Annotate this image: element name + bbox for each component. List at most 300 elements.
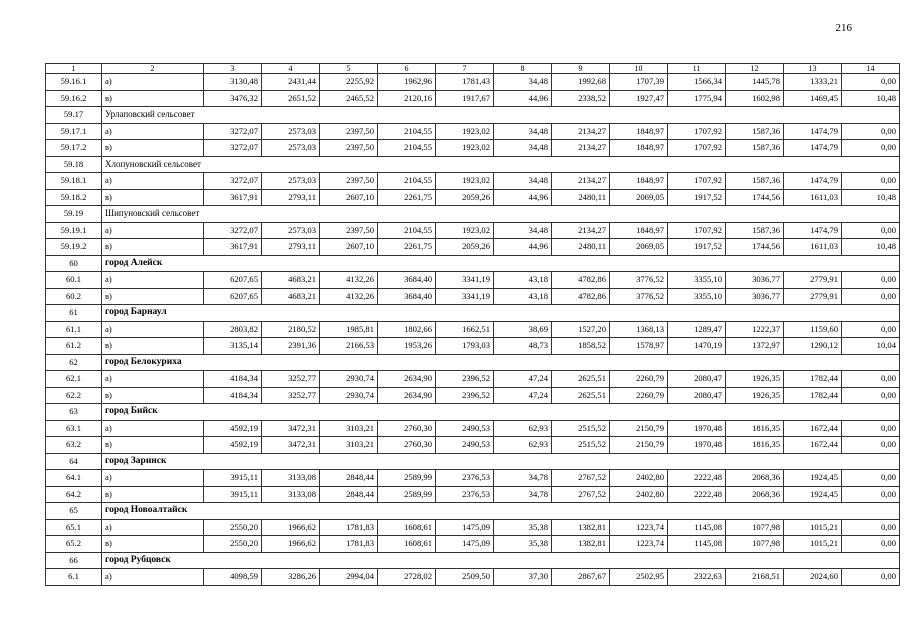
value-cell: 2134,27 — [552, 222, 610, 239]
table-row — [46, 173, 900, 190]
row-variant: а) — [102, 74, 204, 91]
value-cell: 1802,66 — [378, 321, 436, 338]
value-cell: 2069,05 — [610, 189, 668, 206]
value-cell: 2261,75 — [378, 239, 436, 256]
value-cell: 2994,04 — [320, 569, 378, 586]
value-cell: 1707,92 — [668, 140, 726, 157]
value-cell: 2396,52 — [436, 387, 494, 404]
value-cell: 2625,51 — [552, 371, 610, 388]
value-cell: 37,30 — [494, 569, 552, 586]
value-cell: 2376,53 — [436, 486, 494, 503]
value-cell: 2930,74 — [320, 371, 378, 388]
value-cell: 1707,92 — [668, 173, 726, 190]
column-header: 11 — [668, 64, 726, 74]
row-code: 60.2 — [46, 288, 102, 305]
value-cell: 2134,27 — [552, 173, 610, 190]
value-cell: 3617,91 — [204, 239, 262, 256]
subsection-title: Хлопуновский сельсовет — [102, 156, 900, 173]
value-cell: 2255,92 — [320, 74, 378, 91]
row-code: 65.1 — [46, 519, 102, 536]
value-cell: 2150,79 — [610, 420, 668, 437]
value-cell: 1578,97 — [610, 338, 668, 355]
table-row — [46, 536, 900, 553]
section-title: город Рубцовск — [102, 552, 900, 569]
row-variant: а) — [102, 321, 204, 338]
value-cell: 3036,77 — [726, 288, 784, 305]
section-title: город Белокуриха — [102, 354, 900, 371]
row-code: 61.1 — [46, 321, 102, 338]
column-header: 8 — [494, 64, 552, 74]
value-cell: 2607,10 — [320, 189, 378, 206]
section-title: город Алейск — [102, 255, 900, 272]
value-cell: 2059,26 — [436, 189, 494, 206]
value-cell: 0,00 — [842, 74, 900, 91]
value-cell: 2930,74 — [320, 387, 378, 404]
table-body — [46, 64, 900, 586]
row-code: 59.18.2 — [46, 189, 102, 206]
value-cell: 1159,60 — [784, 321, 842, 338]
row-code: 63.2 — [46, 437, 102, 454]
row-code: 62.2 — [46, 387, 102, 404]
value-cell: 3252,77 — [262, 371, 320, 388]
value-cell: 1470,19 — [668, 338, 726, 355]
value-cell: 2651,52 — [262, 90, 320, 107]
value-cell: 4184,34 — [204, 387, 262, 404]
value-cell: 2402,80 — [610, 486, 668, 503]
value-cell: 2397,50 — [320, 140, 378, 157]
value-cell: 1917,67 — [436, 90, 494, 107]
value-cell: 1926,35 — [726, 387, 784, 404]
value-cell: 3103,21 — [320, 420, 378, 437]
section-header-row — [46, 404, 900, 421]
value-cell: 0,00 — [842, 173, 900, 190]
row-variant: а) — [102, 371, 204, 388]
value-cell: 62,93 — [494, 420, 552, 437]
value-cell: 1744,56 — [726, 239, 784, 256]
table-row — [46, 486, 900, 503]
value-cell: 10,48 — [842, 239, 900, 256]
row-variant: а) — [102, 123, 204, 140]
value-cell: 1015,21 — [784, 536, 842, 553]
value-cell: 1781,43 — [436, 74, 494, 91]
value-cell: 1587,36 — [726, 222, 784, 239]
value-cell: 1602,98 — [726, 90, 784, 107]
value-cell: 0,00 — [842, 321, 900, 338]
value-cell: 2573,03 — [262, 140, 320, 157]
value-cell: 1923,02 — [436, 140, 494, 157]
value-cell: 3355,10 — [668, 272, 726, 289]
value-cell: 1923,02 — [436, 222, 494, 239]
value-cell: 1587,36 — [726, 173, 784, 190]
value-cell: 1707,39 — [610, 74, 668, 91]
row-variant: а) — [102, 272, 204, 289]
value-cell: 4098,59 — [204, 569, 262, 586]
value-cell: 2490,53 — [436, 420, 494, 437]
value-cell: 3252,77 — [262, 387, 320, 404]
row-variant: в) — [102, 486, 204, 503]
row-code: 59.17 — [46, 107, 102, 124]
value-cell: 1917,52 — [668, 189, 726, 206]
value-cell: 1672,44 — [784, 437, 842, 454]
value-cell: 1848,97 — [610, 222, 668, 239]
value-cell: 1707,92 — [668, 222, 726, 239]
value-cell: 2376,53 — [436, 470, 494, 487]
column-header: 2 — [102, 64, 204, 74]
value-cell: 6207,65 — [204, 272, 262, 289]
value-cell: 3776,52 — [610, 288, 668, 305]
value-cell: 2573,03 — [262, 173, 320, 190]
value-cell: 3476,32 — [204, 90, 262, 107]
table-row — [46, 140, 900, 157]
value-cell: 43,18 — [494, 272, 552, 289]
value-cell: 2573,03 — [262, 222, 320, 239]
value-cell: 3341,19 — [436, 288, 494, 305]
value-cell: 1223,74 — [610, 536, 668, 553]
value-cell: 1927,47 — [610, 90, 668, 107]
value-cell: 2515,52 — [552, 437, 610, 454]
value-cell: 3036,77 — [726, 272, 784, 289]
table-row — [46, 222, 900, 239]
column-header: 12 — [726, 64, 784, 74]
value-cell: 4184,34 — [204, 371, 262, 388]
value-cell: 1587,36 — [726, 140, 784, 157]
value-cell: 3355,10 — [668, 288, 726, 305]
value-cell: 2069,05 — [610, 239, 668, 256]
value-cell: 1475,09 — [436, 536, 494, 553]
value-cell: 3915,11 — [204, 470, 262, 487]
value-cell: 1924,45 — [784, 486, 842, 503]
value-cell: 1077,98 — [726, 519, 784, 536]
value-cell: 1962,96 — [378, 74, 436, 91]
value-cell: 4592,19 — [204, 437, 262, 454]
value-cell: 0,00 — [842, 420, 900, 437]
row-variant: а) — [102, 519, 204, 536]
value-cell: 2120,16 — [378, 90, 436, 107]
value-cell: 1289,47 — [668, 321, 726, 338]
value-cell: 34,48 — [494, 173, 552, 190]
value-cell: 0,00 — [842, 123, 900, 140]
column-header: 1 — [46, 64, 102, 74]
value-cell: 34,48 — [494, 140, 552, 157]
row-code: 66 — [46, 552, 102, 569]
table-row — [46, 387, 900, 404]
value-cell: 4592,19 — [204, 420, 262, 437]
value-cell: 1608,61 — [378, 519, 436, 536]
value-cell: 1662,51 — [436, 321, 494, 338]
row-code: 62 — [46, 354, 102, 371]
value-cell: 1985,81 — [320, 321, 378, 338]
value-cell: 44,96 — [494, 90, 552, 107]
table-row — [46, 519, 900, 536]
section-title: город Бийск — [102, 404, 900, 421]
value-cell: 3286,26 — [262, 569, 320, 586]
row-code: 64.2 — [46, 486, 102, 503]
row-variant: в) — [102, 437, 204, 454]
row-code: 65.2 — [46, 536, 102, 553]
value-cell: 2024,60 — [784, 569, 842, 586]
value-cell: 1782,44 — [784, 387, 842, 404]
section-header-row — [46, 503, 900, 520]
value-cell: 3272,07 — [204, 222, 262, 239]
value-cell: 1924,45 — [784, 470, 842, 487]
value-cell: 1970,48 — [668, 437, 726, 454]
value-cell: 1744,56 — [726, 189, 784, 206]
value-cell: 4683,21 — [262, 272, 320, 289]
value-cell: 1672,44 — [784, 420, 842, 437]
value-cell: 2134,27 — [552, 140, 610, 157]
table-row — [46, 338, 900, 355]
value-cell: 1923,02 — [436, 173, 494, 190]
value-cell: 2490,53 — [436, 437, 494, 454]
value-cell: 3341,19 — [436, 272, 494, 289]
value-cell: 3776,52 — [610, 272, 668, 289]
value-cell: 2867,67 — [552, 569, 610, 586]
value-cell: 2480,11 — [552, 239, 610, 256]
value-cell: 2222,48 — [668, 470, 726, 487]
value-cell: 2550,20 — [204, 536, 262, 553]
value-cell: 2848,44 — [320, 486, 378, 503]
row-variant: а) — [102, 222, 204, 239]
value-cell: 2480,11 — [552, 189, 610, 206]
value-cell: 2168,51 — [726, 569, 784, 586]
value-cell: 2465,52 — [320, 90, 378, 107]
value-cell: 2104,55 — [378, 123, 436, 140]
value-cell: 1858,52 — [552, 338, 610, 355]
value-cell: 34,78 — [494, 486, 552, 503]
value-cell: 1781,83 — [320, 536, 378, 553]
row-code: 59.16.2 — [46, 90, 102, 107]
value-cell: 2104,55 — [378, 140, 436, 157]
column-header: 5 — [320, 64, 378, 74]
table-row — [46, 470, 900, 487]
value-cell: 0,00 — [842, 536, 900, 553]
value-cell: 2068,36 — [726, 486, 784, 503]
value-cell: 1970,48 — [668, 420, 726, 437]
value-cell: 3272,07 — [204, 123, 262, 140]
value-cell: 35,38 — [494, 536, 552, 553]
value-cell: 2134,27 — [552, 123, 610, 140]
value-cell: 1611,03 — [784, 239, 842, 256]
value-cell: 2222,48 — [668, 486, 726, 503]
row-code: 64 — [46, 453, 102, 470]
value-cell: 2150,79 — [610, 437, 668, 454]
value-cell: 1222,37 — [726, 321, 784, 338]
value-cell: 1368,13 — [610, 321, 668, 338]
value-cell: 6207,65 — [204, 288, 262, 305]
value-cell: 1474,79 — [784, 140, 842, 157]
value-cell: 1469,45 — [784, 90, 842, 107]
section-title: город Заринск — [102, 453, 900, 470]
row-variant: в) — [102, 140, 204, 157]
column-header: 7 — [436, 64, 494, 74]
column-header: 14 — [842, 64, 900, 74]
section-title: город Новоалтайск — [102, 503, 900, 520]
value-cell: 0,00 — [842, 222, 900, 239]
value-cell: 1917,52 — [668, 239, 726, 256]
value-cell: 2338,52 — [552, 90, 610, 107]
table-row — [46, 74, 900, 91]
value-cell: 2793,11 — [262, 189, 320, 206]
column-header: 6 — [378, 64, 436, 74]
value-cell: 1474,79 — [784, 222, 842, 239]
table-row — [46, 437, 900, 454]
value-cell: 2104,55 — [378, 222, 436, 239]
value-cell: 2322,63 — [668, 569, 726, 586]
row-code: 63 — [46, 404, 102, 421]
value-cell: 0,00 — [842, 272, 900, 289]
value-cell: 0,00 — [842, 288, 900, 305]
row-code: 59.19.2 — [46, 239, 102, 256]
section-header-row — [46, 305, 900, 322]
value-cell: 3915,11 — [204, 486, 262, 503]
table-row — [46, 90, 900, 107]
value-cell: 1816,35 — [726, 437, 784, 454]
value-cell: 2059,26 — [436, 239, 494, 256]
row-code: 60.1 — [46, 272, 102, 289]
table-row — [46, 321, 900, 338]
column-header: 9 — [552, 64, 610, 74]
value-cell: 2550,20 — [204, 519, 262, 536]
subsection-title: Урлаповский сельсовет — [102, 107, 900, 124]
column-header: 10 — [610, 64, 668, 74]
value-cell: 1145,08 — [668, 519, 726, 536]
value-cell: 3135,14 — [204, 338, 262, 355]
column-header-row — [46, 64, 900, 74]
value-cell: 38,69 — [494, 321, 552, 338]
value-cell: 0,00 — [842, 140, 900, 157]
value-cell: 2502,95 — [610, 569, 668, 586]
value-cell: 1782,44 — [784, 371, 842, 388]
value-cell: 1333,21 — [784, 74, 842, 91]
value-cell: 3133,08 — [262, 486, 320, 503]
value-cell: 62,93 — [494, 437, 552, 454]
row-code: 61.2 — [46, 338, 102, 355]
value-cell: 34,48 — [494, 123, 552, 140]
value-cell: 1707,92 — [668, 123, 726, 140]
row-variant: а) — [102, 420, 204, 437]
value-cell: 2848,44 — [320, 470, 378, 487]
value-cell: 1145,08 — [668, 536, 726, 553]
value-cell: 2509,50 — [436, 569, 494, 586]
row-code: 59.17.1 — [46, 123, 102, 140]
value-cell: 1566,34 — [668, 74, 726, 91]
value-cell: 2391,36 — [262, 338, 320, 355]
column-header: 4 — [262, 64, 320, 74]
value-cell: 1966,62 — [262, 536, 320, 553]
tariff-table — [45, 63, 900, 586]
value-cell: 2080,47 — [668, 387, 726, 404]
value-cell: 2397,50 — [320, 222, 378, 239]
value-cell: 2634,90 — [378, 371, 436, 388]
value-cell: 1775,94 — [668, 90, 726, 107]
value-cell: 0,00 — [842, 387, 900, 404]
value-cell: 1077,98 — [726, 536, 784, 553]
value-cell: 44,96 — [494, 239, 552, 256]
row-code: 64.1 — [46, 470, 102, 487]
column-header: 3 — [204, 64, 262, 74]
value-cell: 2779,91 — [784, 272, 842, 289]
value-cell: 2589,99 — [378, 486, 436, 503]
value-cell: 3617,91 — [204, 189, 262, 206]
value-cell: 2260,79 — [610, 387, 668, 404]
row-code: 59.19.1 — [46, 222, 102, 239]
value-cell: 2728,02 — [378, 569, 436, 586]
row-code: 60 — [46, 255, 102, 272]
table-row — [46, 569, 900, 586]
value-cell: 2260,79 — [610, 371, 668, 388]
value-cell: 1848,97 — [610, 140, 668, 157]
row-code: 59.18 — [46, 156, 102, 173]
subsection-row — [46, 156, 900, 173]
subsection-title: Шипуновский сельсовет — [102, 206, 900, 223]
value-cell: 0,00 — [842, 569, 900, 586]
value-cell: 10,04 — [842, 338, 900, 355]
value-cell: 2803,82 — [204, 321, 262, 338]
value-cell: 2402,80 — [610, 470, 668, 487]
value-cell: 34,48 — [494, 74, 552, 91]
row-code: 62.1 — [46, 371, 102, 388]
row-variant: в) — [102, 239, 204, 256]
table-row — [46, 239, 900, 256]
value-cell: 10,48 — [842, 90, 900, 107]
value-cell: 2589,99 — [378, 470, 436, 487]
value-cell: 2793,11 — [262, 239, 320, 256]
section-title: город Барнаул — [102, 305, 900, 322]
value-cell: 3684,40 — [378, 288, 436, 305]
row-variant: а) — [102, 173, 204, 190]
value-cell: 1966,62 — [262, 519, 320, 536]
value-cell: 2261,75 — [378, 189, 436, 206]
value-cell: 3130,48 — [204, 74, 262, 91]
value-cell: 3133,08 — [262, 470, 320, 487]
value-cell: 34,78 — [494, 470, 552, 487]
value-cell: 1223,74 — [610, 519, 668, 536]
value-cell: 1923,02 — [436, 123, 494, 140]
row-variant: а) — [102, 470, 204, 487]
value-cell: 2396,52 — [436, 371, 494, 388]
value-cell: 1382,81 — [552, 519, 610, 536]
table-row — [46, 189, 900, 206]
row-variant: в) — [102, 189, 204, 206]
value-cell: 2104,55 — [378, 173, 436, 190]
subsection-row — [46, 107, 900, 124]
value-cell: 2080,47 — [668, 371, 726, 388]
column-header: 13 — [784, 64, 842, 74]
value-cell: 1290,12 — [784, 338, 842, 355]
value-cell: 1587,36 — [726, 123, 784, 140]
value-cell: 47,24 — [494, 387, 552, 404]
value-cell: 4782,86 — [552, 288, 610, 305]
row-variant: в) — [102, 536, 204, 553]
value-cell: 2573,03 — [262, 123, 320, 140]
value-cell: 2607,10 — [320, 239, 378, 256]
value-cell: 44,96 — [494, 189, 552, 206]
value-cell: 3272,07 — [204, 173, 262, 190]
value-cell: 3272,07 — [204, 140, 262, 157]
row-code: 59.19 — [46, 206, 102, 223]
value-cell: 2180,52 — [262, 321, 320, 338]
value-cell: 2767,52 — [552, 486, 610, 503]
value-cell: 1474,79 — [784, 123, 842, 140]
value-cell: 0,00 — [842, 519, 900, 536]
value-cell: 2760,30 — [378, 437, 436, 454]
value-cell: 0,00 — [842, 371, 900, 388]
value-cell: 34,48 — [494, 222, 552, 239]
row-variant: в) — [102, 288, 204, 305]
value-cell: 3472,31 — [262, 437, 320, 454]
table-row — [46, 272, 900, 289]
row-variant: в) — [102, 338, 204, 355]
